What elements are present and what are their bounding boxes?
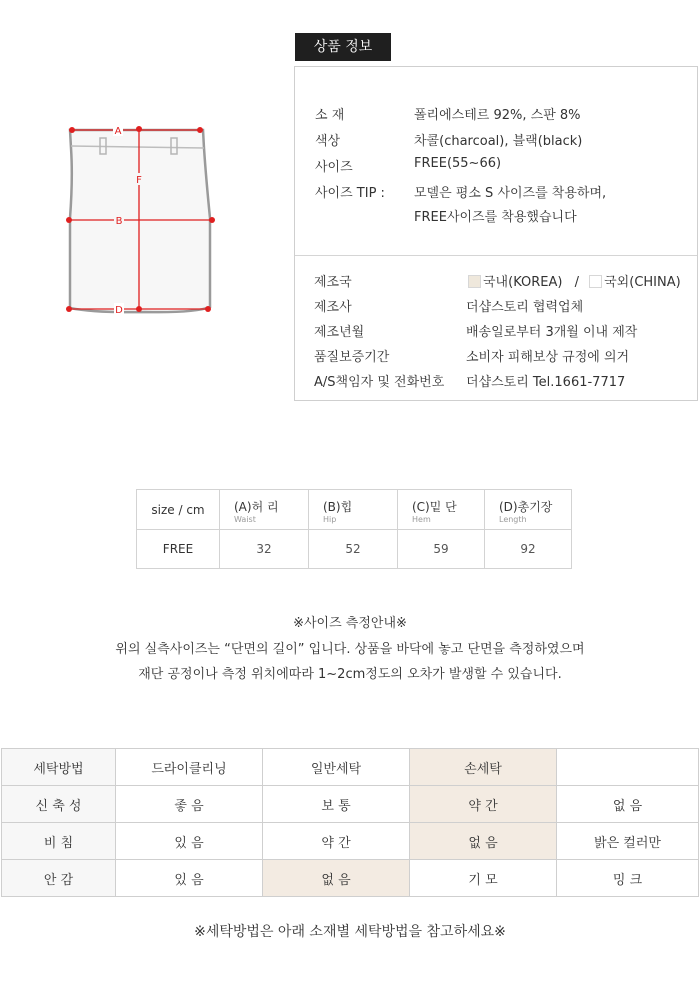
material-label: 소 재 xyxy=(315,108,345,123)
size-tip-line1: 모델은 평소 S 사이즈를 착용하며, xyxy=(414,186,607,201)
size-header-hem: (C)밑 단 Hem xyxy=(398,490,485,530)
size-notice-title: ※사이즈 측정안내※ xyxy=(293,616,407,631)
wash-cell: 있 음 xyxy=(116,860,263,897)
manufacture-date-label: 제조년월 xyxy=(314,325,365,340)
wash-row-sheer xyxy=(2,823,699,860)
size-tip-label: 사이즈 TIP : xyxy=(315,186,385,201)
diagram-label-a: A xyxy=(114,126,122,137)
wash-row-method xyxy=(2,749,699,786)
size-header-waist: (A)허 리 Waist xyxy=(220,490,309,530)
wash-cell-selected: 약 간 xyxy=(410,786,557,823)
product-info-title: 상품 정보 xyxy=(295,33,391,61)
wash-row-lining xyxy=(2,860,699,897)
country-china: 국외(CHINA) xyxy=(604,275,681,290)
color-label: 색상 xyxy=(315,134,341,149)
wash-cell xyxy=(557,749,699,786)
size-value-hip: 52 xyxy=(309,530,398,569)
korea-swatch xyxy=(468,275,481,288)
country-korea: 국내(KOREA) xyxy=(483,275,563,290)
wash-cell: 좋 음 xyxy=(116,786,263,823)
country-options xyxy=(468,271,681,290)
manufacture-date-value: 배송일로부터 3개월 이내 제작 xyxy=(466,325,638,340)
wash-cell: 일반세탁 xyxy=(263,749,410,786)
country-separator: / xyxy=(574,275,579,290)
wash-cell-selected: 없 음 xyxy=(410,823,557,860)
wash-cell-selected: 없 음 xyxy=(263,860,410,897)
size-tip-line2: FREE사이즈를 착용했습니다 xyxy=(414,210,577,225)
diagram-label-b: B xyxy=(115,216,123,227)
wash-table xyxy=(1,748,699,897)
wash-cell: 신 축 성 xyxy=(2,786,116,823)
wash-row-stretch xyxy=(2,786,699,823)
size-value-waist: 32 xyxy=(220,530,309,569)
wash-cell: 있 음 xyxy=(116,823,263,860)
size-notice-line1: 위의 실측사이즈는 “단면의 길이” 입니다. 상품을 바닥에 놓고 단면을 측정하였으며 xyxy=(115,642,585,657)
wash-cell: 안 감 xyxy=(2,860,116,897)
wash-cell: 세탁방법 xyxy=(2,749,116,786)
wash-cell: 보 통 xyxy=(263,786,410,823)
as-contact-label: A/S책임자 및 전화번호 xyxy=(314,375,445,390)
material-value: 폴리에스테르 92%, 스판 8% xyxy=(414,108,581,123)
wash-cell: 약 간 xyxy=(263,823,410,860)
size-table xyxy=(136,489,572,569)
wash-cell: 기 모 xyxy=(410,860,557,897)
wash-cell-selected: 손세탁 xyxy=(410,749,557,786)
info-divider xyxy=(295,255,697,256)
skirt-measurement-diagram xyxy=(55,118,230,323)
wash-cell: 드라이클리닝 xyxy=(116,749,263,786)
as-contact-value: 더샵스토리 Tel.1661-7717 xyxy=(466,375,626,390)
china-swatch xyxy=(589,275,602,288)
size-value: FREE(55~66) xyxy=(414,156,502,171)
diagram-label-d: D xyxy=(115,305,123,316)
warranty-label: 품질보증기간 xyxy=(314,350,390,365)
warranty-value: 소비자 피해보상 규정에 의거 xyxy=(466,350,630,365)
manufacturer-value: 더샵스토리 협력업체 xyxy=(466,300,584,315)
wash-cell: 밝은 컬러만 xyxy=(557,823,699,860)
size-notice-line2: 재단 공정이나 측정 위치에따라 1~2cm정도의 오차가 발생할 수 있습니다. xyxy=(138,667,562,682)
skirt-outline xyxy=(70,130,210,312)
color-value: 차콜(charcoal), 블랙(black) xyxy=(414,134,583,149)
size-value-length: 92 xyxy=(485,530,572,569)
size-label: 사이즈 xyxy=(315,160,353,175)
country-label: 제조국 xyxy=(314,275,352,290)
size-row-label: FREE xyxy=(137,530,220,569)
wash-cell: 없 음 xyxy=(557,786,699,823)
size-header-length: (D)총기장 Length xyxy=(485,490,572,530)
size-table-corner: size / cm xyxy=(137,490,220,530)
size-value-hem: 59 xyxy=(398,530,485,569)
wash-cell: 밍 크 xyxy=(557,860,699,897)
diagram-label-f: F xyxy=(136,175,142,186)
size-header-hip: (B)힙 Hip xyxy=(309,490,398,530)
manufacturer-label: 제조사 xyxy=(314,300,352,315)
wash-cell: 비 침 xyxy=(2,823,116,860)
wash-note: ※세탁방법은 아래 소재별 세탁방법을 참고하세요※ xyxy=(194,924,506,940)
